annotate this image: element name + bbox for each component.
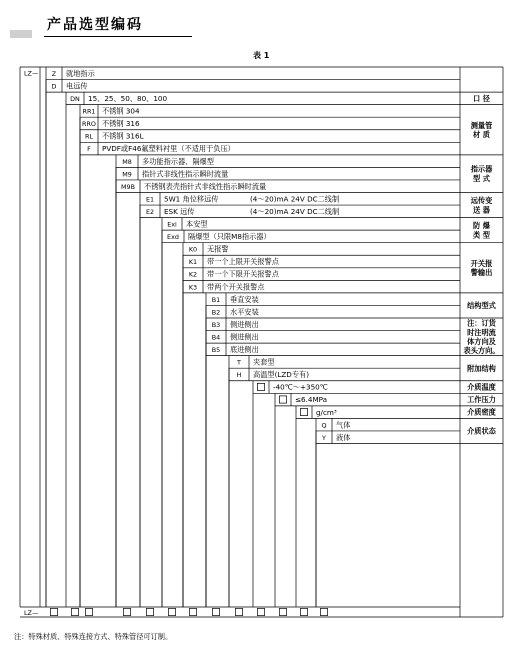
summary-checkbox-icon	[300, 608, 307, 615]
checkbox-placeholder-icon	[300, 408, 307, 415]
option-code: Q	[321, 421, 327, 430]
option-description: 无报警	[207, 244, 229, 254]
option-code: DN	[70, 95, 80, 103]
option-code: RR1	[82, 107, 96, 116]
option-code: E2	[145, 207, 155, 216]
category-label	[470, 165, 493, 183]
option-code: B2	[211, 308, 221, 317]
option-description: g/cm³	[316, 407, 337, 417]
category-label-line: 时注明流	[467, 327, 496, 337]
category-label-line: 材 质	[473, 129, 490, 139]
category-label	[471, 196, 493, 214]
summary-checkbox-icon	[71, 608, 78, 615]
category-label	[467, 408, 497, 417]
option-description: 高温型(LZD专有)	[253, 370, 310, 380]
option-code: D	[51, 82, 57, 91]
option-code: K1	[188, 258, 198, 267]
category-label-line: 介质状态	[467, 426, 496, 436]
option-description: 液体	[336, 432, 351, 442]
summary-checkbox-icon	[189, 608, 196, 615]
category-label-line: 附加结构	[467, 363, 496, 373]
category-label-line: 警输出	[470, 268, 493, 277]
model-prefix: LZ—	[24, 69, 39, 78]
option-description: -40℃～+350℃	[273, 382, 328, 392]
category-label-line: 表头方向。	[463, 346, 500, 356]
option-code: F	[87, 145, 91, 154]
option-description: 水平安装	[230, 307, 259, 317]
option-code: RL	[84, 132, 94, 141]
option-description: 就地指示	[66, 68, 95, 78]
category-label-line: 类 型	[473, 230, 490, 240]
category-label	[467, 395, 496, 404]
option-description: 不锈钢 304	[102, 106, 140, 116]
summary-checkbox-icon	[320, 608, 327, 615]
option-description: 多功能指示器、隔爆型	[142, 156, 214, 166]
summary-checkbox-icon	[257, 608, 264, 615]
summary-checkbox-icon	[279, 608, 286, 615]
category-label	[467, 301, 497, 310]
option-code: B3	[211, 320, 221, 329]
category-label-line: 介质密度	[467, 407, 496, 417]
summary-checkbox-icon	[235, 608, 242, 615]
option-description: 5W1 角位移远传	[164, 194, 219, 204]
summary-checkbox-icon	[50, 608, 57, 615]
option-description: 夹套型	[253, 357, 275, 367]
category-label-line: 口 径	[473, 93, 490, 103]
category-label-line: 型 式	[473, 173, 490, 183]
option-extra-spec: (4～20)mA 24V DC二线制	[250, 194, 340, 204]
category-label-line: 开关报	[470, 258, 493, 268]
option-description: 带两个开关报警点	[207, 282, 265, 292]
option-code: M9B	[121, 182, 135, 191]
option-description: 指针式非线性指示瞬时流量	[142, 169, 229, 179]
category-label	[473, 94, 491, 103]
category-label-line: 注：订货	[467, 318, 496, 328]
option-description: 不锈钢 316	[102, 119, 140, 129]
category-label	[467, 427, 497, 436]
option-code: Exi	[167, 220, 177, 229]
option-code: B1	[211, 295, 221, 304]
option-code: M9	[122, 170, 132, 179]
summary-checkbox-icon	[212, 608, 219, 615]
option-description: 不锈钢表壳指针式非线性指示瞬时流量	[144, 181, 267, 191]
option-description: 15、25、50、80、100	[88, 94, 168, 103]
checkbox-placeholder-icon	[279, 396, 286, 403]
option-code: H	[236, 371, 242, 380]
checkbox-placeholder-icon	[257, 383, 264, 390]
summary-checkbox-icon	[168, 608, 175, 615]
footnote: 注：特殊材质、特殊连接方式、特殊管径可订制。	[14, 632, 173, 641]
category-label	[471, 121, 493, 139]
category-label-line: 工作压力	[467, 395, 496, 405]
option-code: K3	[188, 283, 198, 292]
category-label-line: 远传变	[470, 196, 493, 206]
category-label-line: 介质温度	[467, 382, 496, 392]
option-code: Z	[51, 69, 57, 78]
option-extra-spec: (4～20)mA 24V DC二线制	[250, 206, 340, 216]
option-description: 气体	[336, 420, 351, 430]
category-label-line: 测量管	[470, 120, 493, 130]
option-description: 电远传	[66, 81, 88, 91]
option-description: ≤6.4MPa	[295, 395, 328, 405]
option-description: 带一个上限开关报警点	[207, 257, 279, 267]
category-label	[467, 364, 497, 373]
option-description: 底进侧出	[230, 345, 259, 354]
category-label-line: 送 器	[473, 205, 490, 215]
option-code: M8	[122, 157, 132, 166]
option-code: E1	[145, 195, 155, 204]
category-label	[473, 221, 491, 239]
category-label-line: 体方向及	[467, 337, 496, 347]
category-label	[464, 319, 500, 356]
option-description: 侧进侧出	[230, 332, 259, 342]
option-description: ESK 远传	[164, 206, 195, 216]
category-label	[467, 383, 497, 392]
footer-prefix: LZ—	[24, 609, 39, 617]
option-code: Y	[322, 433, 326, 442]
option-description: PVDF或F46氟塑料衬里（不适用于负压）	[102, 144, 235, 154]
option-code: RRO	[82, 120, 96, 129]
option-code: K2	[188, 270, 198, 279]
option-code: T	[237, 358, 241, 367]
summary-checkbox-icon	[123, 608, 130, 615]
category-label-line: 结构型式	[467, 301, 496, 311]
option-description: 本安型	[186, 219, 208, 229]
option-description: 带一个下限开关报警点	[207, 269, 279, 279]
option-description: 垂直安装	[230, 294, 259, 304]
option-code: B4	[211, 333, 221, 342]
category-label-line: 防 爆	[473, 221, 490, 231]
option-code: K0	[188, 245, 198, 254]
option-description: 侧进侧出	[230, 319, 259, 329]
option-description: 不锈钢 316L	[102, 131, 144, 141]
category-label	[471, 259, 493, 277]
option-code: B5	[211, 346, 221, 354]
option-description: 隔爆型（只限M8指示器）	[188, 232, 271, 242]
table-label: 表 1	[253, 51, 270, 60]
page-title: 产品选型编码	[47, 17, 143, 33]
summary-checkbox-icon	[85, 608, 92, 615]
summary-checkbox-icon	[146, 608, 153, 615]
option-code: Exd	[167, 233, 179, 242]
category-label-line: 指示器	[470, 164, 493, 174]
